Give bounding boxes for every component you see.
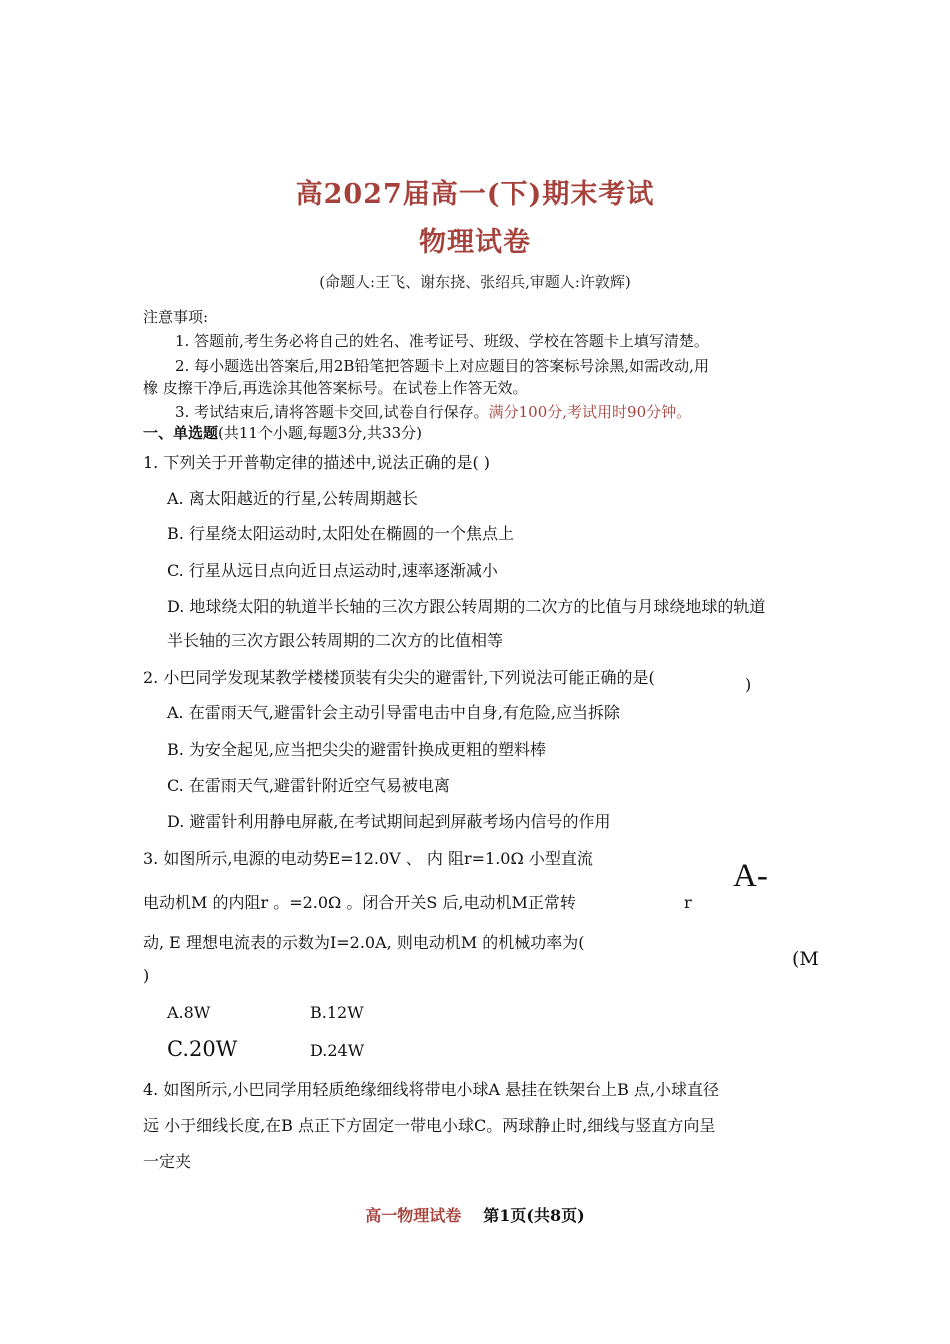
q1-option-d-cont: 半长轴的三次方跟公转周期的二次方的比值相等 [167, 631, 504, 650]
q3-option-b: B.12W [310, 1003, 364, 1022]
q3-line-3: 动, E 理想电流表的示数为I=2.0A, 则电动机M 的机械功率为( [143, 933, 585, 952]
q3-option-c: C.20W [167, 1037, 238, 1061]
q3-figure-ammeter-label: A- [733, 858, 768, 894]
section-info: (共11个小题,每题3分,共33分) [218, 424, 422, 442]
q4-line-1: 4. 如图所示,小巴同学用轻质绝缘细线将带电小球A 悬挂在铁架台上B 点,小球直径 [143, 1080, 720, 1099]
q4-line-3: 一定夹 [143, 1152, 192, 1171]
page-footer [0, 1203, 950, 1226]
q1-stem: 1. 下列关于开普勒定律的描述中,说法正确的是( ) [143, 453, 491, 472]
q3-option-a: A.8W [167, 1003, 211, 1022]
q1-option-b: B. 行星绕太阳运动时,太阳处在椭圆的一个焦点上 [167, 524, 515, 543]
q1-option-a: A. 离太阳越近的行星,公转周期越长 [167, 489, 418, 508]
notice-item-1: 1. 答题前,考生务必将自己的姓名、准考证号、班级、学校在答题卡上填写清楚。 [175, 332, 709, 350]
q4-line-2: 远 小于细线长度,在B 点正下方固定一带电小球C。两球静止时,细线与竖直方向呈 [143, 1116, 716, 1135]
authors-line: (命题人:王飞、谢东挠、张绍兵,审题人:许敦辉) [319, 273, 631, 291]
q3-option-d: D.24W [310, 1041, 365, 1060]
notice-item-3 [175, 401, 691, 422]
section-header [143, 422, 422, 443]
q3-line-4: ) [143, 966, 150, 985]
exam-title: 高2027届高一(下)期末考试 [295, 179, 655, 210]
exam-subtitle: 物理试卷 [419, 227, 531, 258]
q2-option-b: B. 为安全起见,应当把尖尖的避雷针换成更粗的塑料棒 [167, 740, 547, 759]
notice-heading: 注意事项: [143, 308, 209, 326]
q3-figure-motor-label: (M [792, 948, 819, 970]
q2-option-d: D. 避雷针利用静电屏蔽,在考试期间起到屏蔽考场内信号的作用 [167, 812, 611, 831]
q2-paren: ) [745, 675, 752, 694]
footer-subject: 高一物理试卷 [365, 1206, 462, 1225]
notice-item-3-text: 3. 考试结束后,请将答题卡交回,试卷自行保存。 [175, 403, 489, 421]
notice-score-time: 满分100分,考试用时90分钟。 [488, 403, 692, 421]
q3-line-1: 3. 如图所示,电源的电动势E=12.0V 、 内 阻r=1.0Ω 小型直流 [143, 849, 593, 868]
q3-line-2: 电动机M 的内阻r 。=2.0Ω 。闭合开关S 后,电动机M正常转 [143, 893, 576, 912]
notice-item-2: 2. 每小题选出答案后,用2B铅笔把答题卡上对应题目的答案标号涂黑,如需改动,用 [175, 357, 709, 375]
section-label: 一、单选题 [143, 424, 219, 442]
q2-option-c: C. 在雷雨天气,避雷针附近空气易被电离 [167, 776, 450, 795]
notice-item-2-cont: 橡 皮擦干净后,再选涂其他答案标号。在试卷上作答无效。 [143, 379, 528, 397]
q3-figure-r-label: r [684, 893, 692, 912]
q1-option-c: C. 行星从远日点向近日点运动时,速率逐渐减小 [167, 561, 498, 580]
footer-page-number: 第1页(共8页) [483, 1206, 585, 1225]
q2-stem: 2. 小巴同学发现某教学楼楼顶装有尖尖的避雷针,下列说法可能正确的是( [143, 668, 655, 687]
q2-option-a: A. 在雷雨天气,避雷针会主动引导雷电击中自身,有危险,应当拆除 [167, 703, 620, 722]
q1-option-d: D. 地球绕太阳的轨道半长轴的三次方跟公转周期的二次方的比值与月球绕地球的轨道 [167, 597, 766, 616]
